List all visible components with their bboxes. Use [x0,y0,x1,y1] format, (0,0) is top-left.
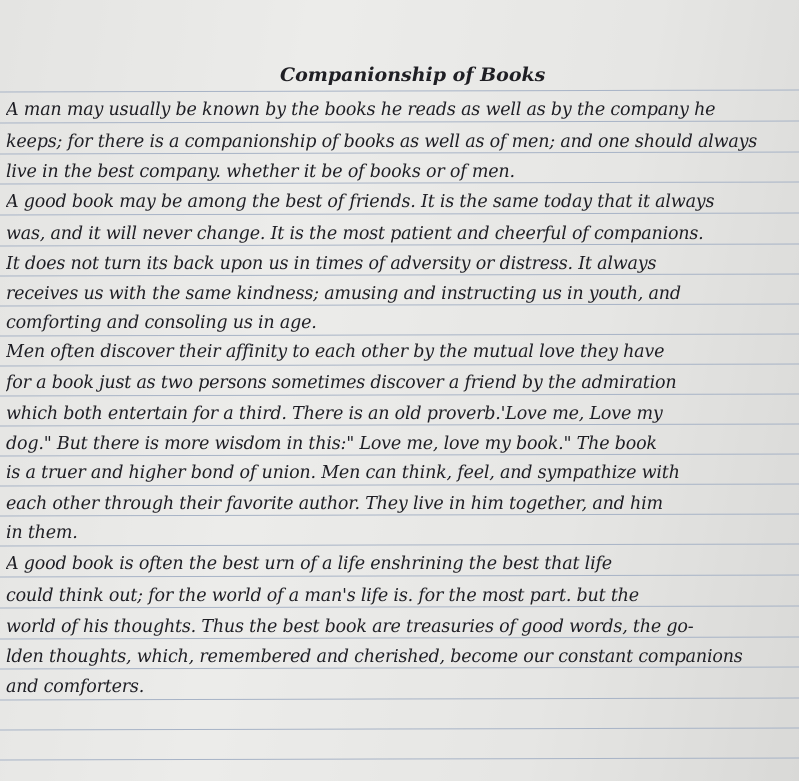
text-line: is a truer and higher bond of union. Men can think, feel, and sympathize with [6,463,680,483]
text-line: A man may usually be known by the books he reads as well as by the company he [6,100,716,120]
text-line: and comforters. [6,677,145,697]
text-line: for a book just as two persons sometimes discover a friend by the admiration [6,373,677,393]
text-line: keeps; for there is a companionship of books as well as of men; and one should always [6,132,758,152]
text-line: A good book is often the best urn of a life enshrining the best that life [6,554,612,574]
text-line: It does not turn its back upon us in times of adversity or distress. It always [6,254,657,274]
text-line: which both entertain for a third. There is an old proverb.'Love me, Love my [6,404,663,424]
text-line: receives us with the same kindness; amusing and instructing us in youth, and [6,284,681,304]
text-line: each other through their favorite author. They live in him together, and him [6,494,663,514]
text-line: could think out; for the world of a man's life is. for the most part. but the [6,586,639,606]
text-line: lden thoughts, which, remembered and cherished, become our constant companions [6,647,743,667]
text-line: world of his thoughts. Thus the best book are treasuries of good words, the go- [6,617,694,637]
text-line: in them. [6,523,78,543]
text-line: A good book may be among the best of friends. It is the same today that it always [6,192,715,212]
page-title: Companionship of Books [280,64,546,86]
text-line: Men often discover their affinity to each other by the mutual love they have [6,342,665,362]
text-line: live in the best company. whether it be of books or of men. [6,162,515,182]
text-line: dog." But there is more wisdom in this:" Love me, love my book." The book [6,434,657,454]
text-line: was, and it will never change. It is the most patient and cheerful of companions. [6,224,704,244]
text-line: comforting and consoling us in age. [6,313,317,333]
